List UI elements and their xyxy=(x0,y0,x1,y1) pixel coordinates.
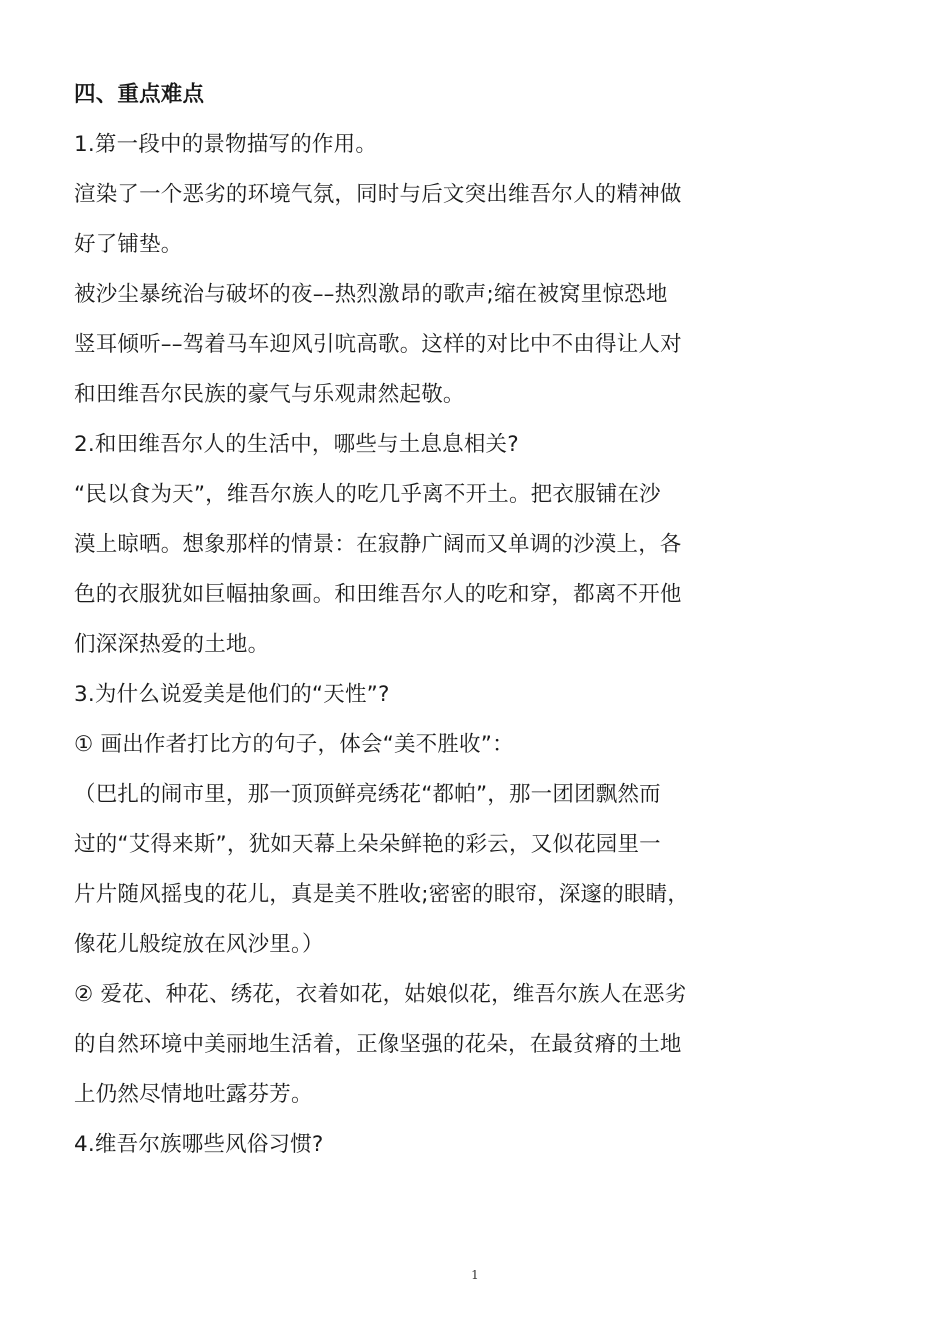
answer-3-item-2-line-3: 上仍然尽情地吐露芬芳。 xyxy=(74,1082,313,1107)
answer-3-item-2-line-1: ② 爱花、种花、绣花，衣着如花，姑娘似花，维吾尔族人在恶劣 xyxy=(74,982,687,1007)
page-number: 1 xyxy=(471,1268,479,1282)
answer-3-quote-line-4: 像花儿般绽放在风沙里。） xyxy=(74,932,324,957)
answer-1-line-1: 渲染了一个恶劣的环境气氛，同时与后文突出维吾尔人的精神做 xyxy=(74,182,682,207)
answer-3-quote-line-3: 片片随风摇曳的花儿，真是美不胜收;密密的眼帘，深邃的眼睛， xyxy=(74,882,690,907)
answer-3-quote-line-1: （巴扎的闹市里，那一顶顶鲜亮绣花“都帕”，那一团团飘然而 xyxy=(74,782,661,807)
document-body xyxy=(74,77,754,1177)
answer-2-line-4: 们深深热爱的土地。 xyxy=(74,632,270,657)
answer-1-line-5: 和田维吾尔民族的豪气与乐观肃然起敬。 xyxy=(74,382,465,407)
answer-3-quote-line-2: 过的“艾得来斯”，犹如天幕上朵朵鲜艳的彩云，又似花园里一 xyxy=(74,832,661,857)
answer-2-line-2: 漠上晾晒。想象那样的情景：在寂静广阔而又单调的沙漠上，各 xyxy=(74,532,682,557)
answer-3-item-1: ① 画出作者打比方的句子，体会“美不胜收”： xyxy=(74,732,514,757)
question-3: 3.为什么说爱美是他们的“天性”? xyxy=(74,682,390,707)
answer-1-line-4: 竖耳倾听––驾着马车迎风引吭高歌。这样的对比中不由得让人对 xyxy=(74,332,682,357)
answer-1-line-2: 好了铺垫。 xyxy=(74,232,183,257)
question-4: 4.维吾尔族哪些风俗习惯? xyxy=(74,1132,324,1157)
answer-3-item-2-line-2: 的自然环境中美丽地生活着，正像坚强的花朵，在最贫瘠的土地 xyxy=(74,1032,682,1057)
question-2: 2.和田维吾尔人的生活中，哪些与土息息相关? xyxy=(74,432,519,457)
question-1: 1.第一段中的景物描写的作用。 xyxy=(74,132,378,157)
answer-1-line-3: 被沙尘暴统治与破坏的夜––热烈激昂的歌声;缩在被窝里惊恐地 xyxy=(74,282,668,307)
answer-2-line-3: 色的衣服犹如巨幅抽象画。和田维吾尔人的吃和穿，都离不开他 xyxy=(74,582,682,607)
answer-2-line-1: “民以食为天”，维吾尔族人的吃几乎离不开土。把衣服铺在沙 xyxy=(74,482,661,507)
section-heading: 四、重点难点 xyxy=(74,82,205,107)
